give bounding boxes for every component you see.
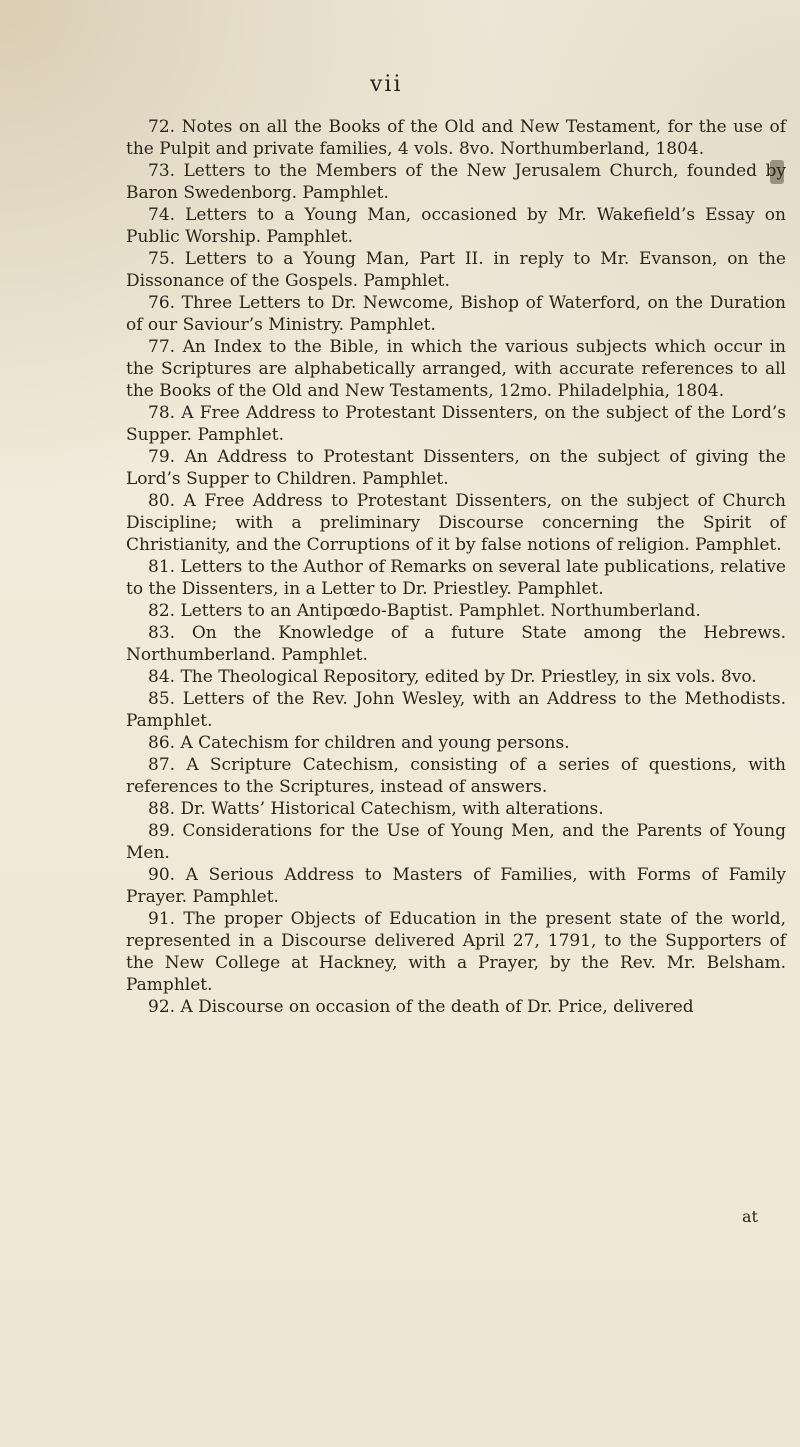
list-item: 77. An Index to the Bible, in which the various subjects which occur in the Scriptures are alphabetically arranged, with accurate references to all the Books of the Old and New Testaments, 12mo. Philadelphia, 1804. — [126, 337, 786, 401]
bibliography-list — [126, 116, 786, 1018]
list-item: 75. Letters to a Young Man, Part II. in reply to Mr. Evanson, on the Dissonance of the Gospels. Pamphlet. — [126, 249, 786, 291]
list-item: 74. Letters to a Young Man, occasioned by Mr. Wakefield’s Essay on Public Worship. Pamphlet. — [126, 205, 786, 247]
list-item: 79. An Address to Protestant Dissenters, on the subject of giving the Lord’s Supper to Children. Pamphlet. — [126, 447, 786, 489]
list-item: 80. A Free Address to Protestant Dissenters, on the subject of Church Discipline; with a preliminary Discourse concerning the Spirit of Christianity, and the Corruptions of it by false notions of religion. Pamphlet. — [126, 491, 786, 555]
list-item: 81. Letters to the Author of Remarks on several late publications, relative to the Dissenters, in a Letter to Dr. Priestley. Pamphlet. — [126, 557, 786, 599]
catchword: at — [742, 1207, 758, 1226]
list-item: 91. The proper Objects of Education in the present state of the world, represented in a Discourse delivered April 27, 1791, to the Supporters of the New College at Hackney, with a Prayer, by the Rev. Mr. Belsham. Pamphlet. — [126, 909, 786, 995]
list-item: 90. A Serious Address to Masters of Families, with Forms of Family Prayer. Pamphlet. — [126, 865, 786, 907]
list-item: 89. Considerations for the Use of Young Men, and the Parents of Young Men. — [126, 821, 786, 863]
list-item: 78. A Free Address to Protestant Dissenters, on the subject of the Lord’s Supper. Pamphlet. — [126, 403, 786, 445]
list-item: 76. Three Letters to Dr. Newcome, Bishop of Waterford, on the Duration of our Saviour’s Ministry. Pamphlet. — [126, 293, 786, 335]
list-item: 92. A Discourse on occasion of the death of Dr. Price, delivered — [148, 997, 694, 1017]
list-item: 82. Letters to an Antipœdo-Baptist. Pamphlet. Northumberland. — [148, 601, 701, 621]
list-item: 86. A Catechism for children and young persons. — [148, 733, 570, 753]
list-item: 73. Letters to the Members of the New Jerusalem Church, founded by Baron Swedenborg. Pamphlet. — [126, 161, 786, 203]
list-item: 88. Dr. Watts’ Historical Catechism, with alterations. — [148, 799, 604, 819]
list-item: 85. Letters of the Rev. John Wesley, with an Address to the Methodists. Pamphlet. — [126, 689, 786, 731]
list-item: 83. On the Knowledge of a future State among the Hebrews. Northumberland. Pamphlet. — [126, 623, 786, 665]
page-number: vii — [370, 72, 403, 97]
list-item: 84. The Theological Repository, edited by Dr. Priestley, in six vols. 8vo. — [148, 667, 757, 687]
list-item: 87. A Scripture Catechism, consisting of a series of questions, with references to the Scriptures, instead of answers. — [126, 755, 786, 797]
list-item: 72. Notes on all the Books of the Old and New Testament, for the use of the Pulpit and private families, 4 vols. 8vo. Northumberland, 1804. — [126, 117, 786, 159]
